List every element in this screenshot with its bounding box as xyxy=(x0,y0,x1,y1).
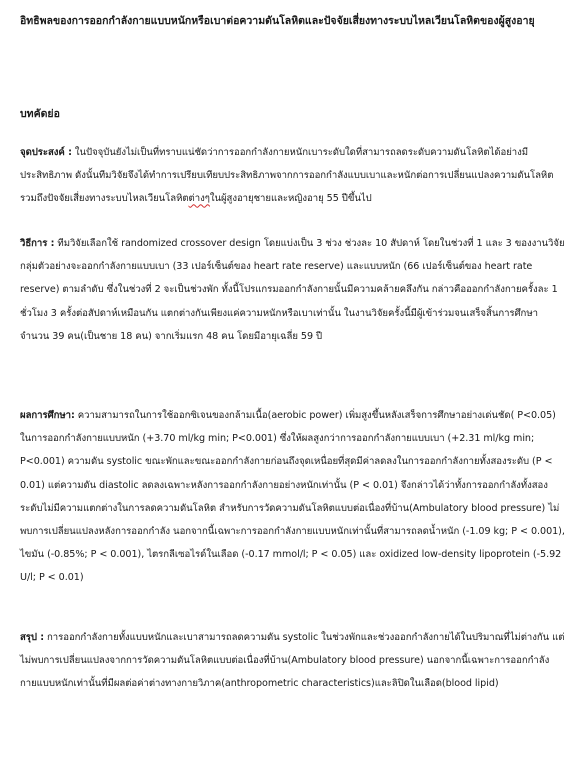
methods-text: ทีมวิจัยเลือกใช้ randomized crossover design โดยแบ่งเป็น 3 ช่วง ช่วงละ 10 สัปดาห์ โดยในช่วงที่ 1 และ 3 ของงานวิจัย กลุ่มตัวอย่างจะออกกำลังกายแบบเบา (33 เปอร์เซ็นต์ของ heart rate reserve) และแบบหนัก (66 เปอร์เซ็นต์ของ heart rate reserve) ตามลำดับ ซึ่งในช่วงที่ 2 จะเป็นช่วงพัก ทั้งนี้โปรแกรมออกกำลังกายนั้นมีความคล้ายคลึงกัน กล่าวคือออกกำลังกายครั้งละ 1 ชั่วโมง 3 ครั้งต่อสัปดาห์เหมือนกัน แตกต่างกันเพียงแค่ความหนักหรือเบาเท่านั้น ในงานวิจัยครั้งนี้มีผู้เข้าร่วมจนเสร็จสิ้นการศึกษาจำนวน 39 คน(เป็นชาย 18 คน) จากเริ่มแรก 48 คน โดยมีอายุเฉลี่ย 59 ปี xyxy=(20,238,565,342)
objective-text: ในปัจจุบันยังไม่เป็นที่ทราบแน่ชัดว่าการออกกำลังกายหนักเบาระดับใดที่สามารถลดระดับความดันโลหิตได้อย่างมีประสิทธิภาพ ดังนั้นทีมวิจัยจึงได้ทำการเปรียบเทียบประสิทธิภาพจากการออกกำลังแบบเบาและหนักต่อการเปลี่ยนแปลงความดันโลหิตรวมถึงปัจจัยเสี่ยงทางระบบไหลเวียนโลหิต xyxy=(20,147,554,205)
conclusion-paragraph xyxy=(20,626,565,696)
conclusion-text: การออกกำลังกายทั้งแบบหนักและเบาสามารถลดความดัน systolic ในช่วงพักและช่วงออกกำลังกายได้ในปริมาณที่ไม่ต่างกัน แต่ไม่พบการเปลี่ยนแปลงจากการวัดความดันโลหิตแบบต่อเนื่องที่บ้าน(Ambulatory blood pressure) นอกจากนี้เฉพาะการออกกำลังกายแบบหนักเท่านั้นที่มีผลต่อค่าต่างทางกายวิภาค(anthropometric characteristics)และลิปิดในเลือด(blood lipid) xyxy=(20,632,565,690)
spelling-flagged-word[interactable]: ต่างๆ xyxy=(188,193,210,205)
conclusion-label: สรุป : xyxy=(20,632,45,643)
results-label: ผลการศึกษา: xyxy=(20,410,75,421)
objective-text-end: ในผู้สูงอายุชายและหญิงอายุ 55 ปีขึ้นไป xyxy=(209,193,372,205)
objective-paragraph xyxy=(20,141,565,211)
abstract-heading: บทคัดย่อ xyxy=(20,108,60,120)
results-paragraph xyxy=(20,404,565,590)
results-text: ความสามารถในการใช้ออกซิเจนของกล้ามเนื้อ(aerobic power) เพิ่มสูงขึ้นหลังเสร็จการศึกษาอย่างเด่นชัด( P<0.05) ในการออกกำลังกายแบบหนัก (+3.70 ml/kg min; P<0.001) ซึ่งให้ผลสูงกว่าการออกกำลังกายแบบเบา (+2.31 ml/kg min; P<0.001) ความดัน systolic ขณะพักและขณะออกกำลังกายก่อนถึงจุดเหนื่อยที่สุดมีค่าลดลงในการออกกำลังกายทั้งสองระดับ (P < 0.01) แต่ความดัน diastolic ลดลงเฉพาะหลังการออกกำลังกายอย่างหนักเท่านั้น (P < 0.01) จึงกล่าวได้ว่าทั้งการออกกำลังทั้งสองระดับไม่มีความแตกต่างในการลดความดันโลหิต สำหรับการวัดความดันโลหิตแบบต่อเนื่องที่บ้าน(Ambulatory blood pressure) ไม่พบการเปลี่ยนแปลงหลังการออกกำลัง นอกจากนี้เฉพาะการออกกำลังกายแบบหนักเท่านั้นที่สามารถลดน้ำหนัก (-1.09 kg; P < 0.001), ไขมัน (-0.85%; P < 0.001), ไตรกลีเซอไรด์ในเลือด (-0.17 mmol/l; P < 0.05) และ oxidized low-density lipoprotein (-5.92 U/l; P < 0.01) xyxy=(20,410,565,584)
methods-paragraph xyxy=(20,232,565,348)
document-title: อิทธิพลของการออกกำลังกายแบบหนักหรือเบาต่อความดันโลหิตและปัจจัยเสี่ยงทางระบบไหลเวียนโลหิตของผู้สูงอายุ xyxy=(20,15,535,27)
methods-label: วิธีการ : xyxy=(20,238,55,249)
objective-label: จุดประสงค์ : xyxy=(20,147,72,158)
